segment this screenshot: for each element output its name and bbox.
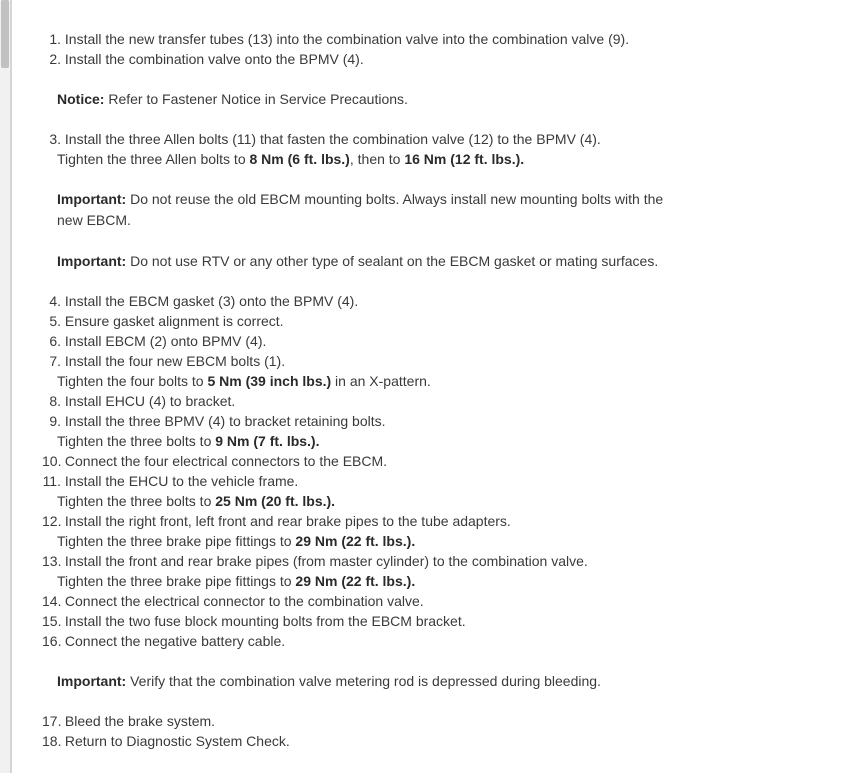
torque-spec-3: Tighten the three Allen bolts to 8 Nm (6 ft. lbs.), then to 16 Nm (12 ft. lbs.). [57, 151, 525, 167]
step-8: 8. Install EHCU (4) to bracket. [49, 393, 236, 409]
step-4: 4. Install the EBCM gasket (3) onto the BPMV (4). [49, 293, 359, 309]
torque-spec-13: Tighten the three brake pipe fittings to 29 Nm (22 ft. lbs.). [57, 573, 416, 589]
step-18: 18. Return to Diagnostic System Check. [42, 733, 290, 749]
step-2: 2. Install the combination valve onto the BPMV (4). [49, 51, 364, 67]
step-15: 15. Install the two fuse block mounting bolts from the EBCM bracket. [42, 613, 466, 629]
step-6: 6. Install EBCM (2) onto BPMV (4). [49, 333, 267, 349]
step-14: 14. Connect the electrical connector to the combination valve. [42, 593, 424, 609]
step-10: 10. Connect the four electrical connectors to the EBCM. [42, 453, 388, 469]
scrollbar-thumb[interactable] [1, 0, 9, 68]
step-7: 7. Install the four new EBCM bolts (1). [49, 353, 286, 369]
step-5: 5. Ensure gasket alignment is correct. [49, 313, 284, 329]
important-bleeding: Important: Verify that the combination valve metering rod is depressed during bleeding. [57, 673, 601, 689]
torque-spec-7: Tighten the four bolts to 5 Nm (39 inch lbs.) in an X-pattern. [57, 373, 431, 389]
procedure-content [42, 29, 682, 751]
scrollbar-track[interactable] [0, 0, 10, 773]
step-9: 9. Install the three BPMV (4) to bracket retaining bolts. [49, 413, 386, 429]
torque-spec-9: Tighten the three bolts to 9 Nm (7 ft. lbs.). [57, 433, 320, 449]
step-11: 11. Install the EHCU to the vehicle frame. [42, 473, 299, 489]
step-13: 13. Install the front and rear brake pipes (from master cylinder) to the combination valve. [42, 553, 588, 569]
important-bolts: Important: Do not reuse the old EBCM mounting bolts. Always install new mounting bolts with the new EBCM. [57, 191, 664, 228]
torque-spec-12: Tighten the three brake pipe fittings to 29 Nm (22 ft. lbs.). [57, 533, 416, 549]
torque-spec-11: Tighten the three bolts to 25 Nm (20 ft. lbs.). [57, 493, 336, 509]
divider [10, 0, 12, 773]
step-12: 12. Install the right front, left front and rear brake pipes to the tube adapters. [42, 513, 511, 529]
step-1: 1. Install the new transfer tubes (13) into the combination valve into the combination valve (9). [49, 31, 630, 47]
step-16: 16. Connect the negative battery cable. [42, 633, 286, 649]
step-3: 3. Install the three Allen bolts (11) that fasten the combination valve (12) to the BPMV (4). [49, 131, 601, 147]
important-sealant: Important: Do not use RTV or any other type of sealant on the EBCM gasket or mating surfaces. [57, 253, 659, 269]
step-17: 17. Bleed the brake system. [42, 713, 216, 729]
notice-fastener: Notice: Refer to Fastener Notice in Service Precautions. [57, 91, 408, 107]
